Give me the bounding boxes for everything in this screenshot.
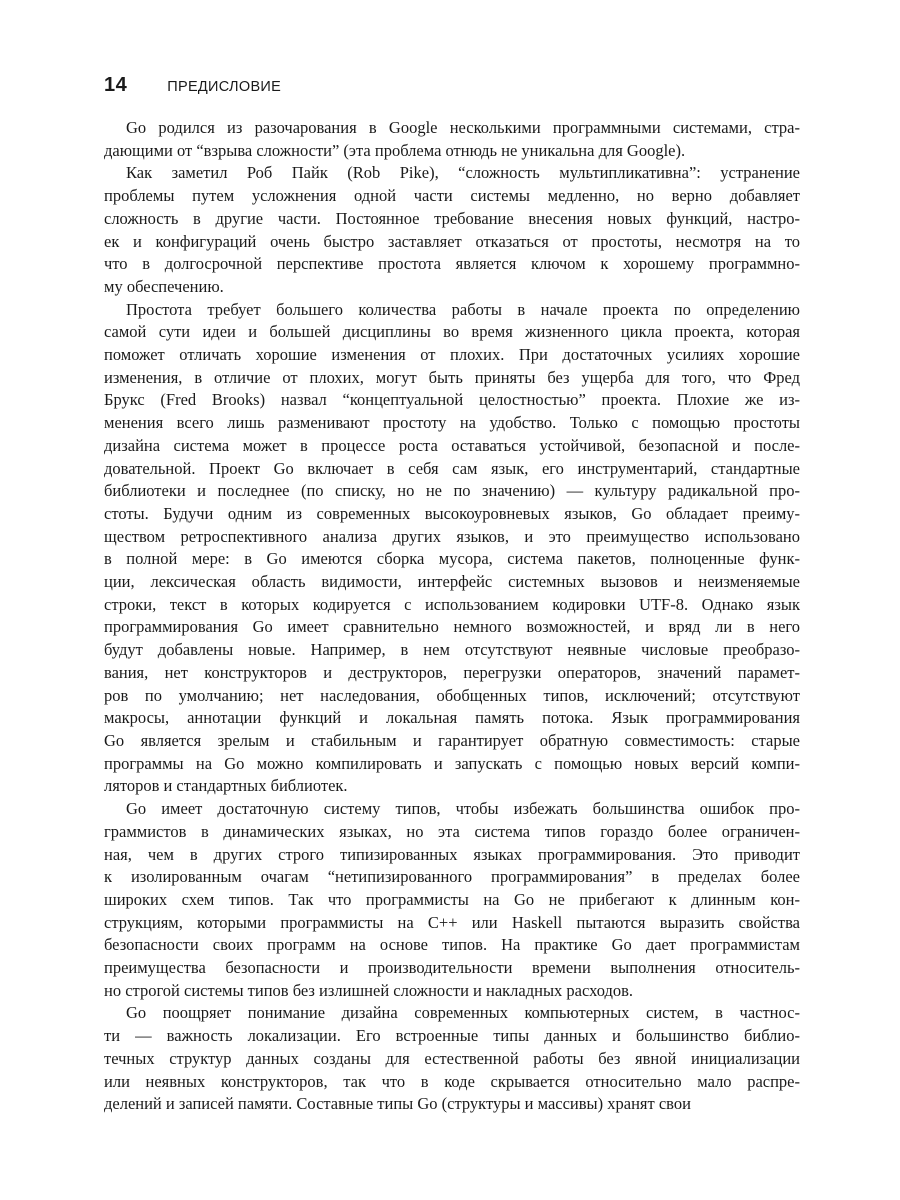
text-line: Go родился из разочарования в Google несколькими программными системами, стра- bbox=[126, 118, 800, 137]
text-line: Как заметил Роб Пайк (Rob Pike), “сложность мультипликативна”: устранение bbox=[126, 163, 800, 183]
text-line: граммистов в динамических языках, но эта система типов гораздо более ограничен- bbox=[104, 821, 800, 841]
paragraph bbox=[104, 798, 800, 1002]
paragraph bbox=[104, 1002, 800, 1116]
text-line: Брукс (Fred Brooks) назвал “концептуальной целостностью” проекта. Плохие же из- bbox=[104, 390, 800, 410]
text-line: изменения, в отличие от плохих, могут быть приняты без ущерба для того, что Фред bbox=[104, 367, 800, 387]
text-line: преимущества безопасности и производительности времени выполнения относитель- bbox=[104, 958, 800, 978]
text-line: строки, текст в которых кодируется с использованием кодировки UTF-8. Однако язык bbox=[104, 594, 800, 614]
text-line: программы на Go можно компилировать и запускать с помощью новых версий компи- bbox=[104, 753, 800, 773]
text-line: стоты. Будучи одним из современных высокоуровневых языков, Go обладает преиму- bbox=[104, 503, 800, 523]
running-title: ПРЕДИСЛОВИЕ bbox=[167, 79, 282, 95]
paragraph bbox=[104, 299, 800, 798]
text-line: но строгой системы типов без излишней сложности и накладных расходов. bbox=[104, 980, 634, 1000]
text-line: к изолированным очагам “нетипизированного программирования” в пределах более bbox=[104, 867, 800, 887]
text-line: программирования Go имеет сравнительно немного возможностей, и вряд ли в него bbox=[104, 617, 800, 637]
text-line: что в долгосрочной перспективе простота является ключом к хорошему программно- bbox=[104, 254, 800, 274]
text-line: Go является зрелым и стабильным и гарантирует обратную совместимость: старые bbox=[104, 730, 800, 750]
text-line: макросы, аннотации функций и локальная память потока. Язык программирования bbox=[104, 708, 800, 728]
text-line: проблемы путем усложнения одной части системы медленно, но верно добавляет bbox=[104, 186, 800, 206]
text-line: ек и конфигураций очень быстро заставляет отказаться от простоты, несмотря на то bbox=[104, 231, 800, 251]
text-line: вания, нет конструкторов и деструкторов, перегрузки операторов, значений парамет- bbox=[104, 662, 800, 682]
text-line: в полной мере: в Go имеются сборка мусора, система пакетов, полноценные функ- bbox=[104, 549, 800, 569]
text-line: делений и записей памяти. Составные типы Go (структуры и массивы) хранят свои bbox=[104, 1094, 691, 1114]
text-line: или неявных конструкторов, так что в коде скрывается относительно мало распре- bbox=[104, 1071, 800, 1091]
text-line: ществом ретроспективного анализа других языков, и это преимущество использовано bbox=[104, 526, 800, 546]
text-line: довательной. Проект Go включает в себя сам язык, его инструментарий, стандартные bbox=[104, 458, 800, 478]
text-line: сложность в другие части. Постоянное требование внесения новых функций, настро- bbox=[104, 208, 800, 228]
page-number: 14 bbox=[104, 74, 128, 96]
text-line: дающими от “взрыва сложности” (эта проблема отнюдь не уникальна для Google). bbox=[104, 140, 686, 160]
text-line: струкциям, которыми программисты на C++ или Haskell пытаются выразить свойства bbox=[104, 912, 800, 932]
text-line: поможет отличать хорошие изменения от плохих. При достаточных усилиях хорошие bbox=[104, 345, 800, 365]
text-line: дизайна система может в процессе роста оставаться устойчивой, безопасной и после- bbox=[104, 435, 800, 455]
text-line: ции, лексическая область видимости, интерфейс системных вызовов и неизменяемые bbox=[104, 572, 800, 592]
paragraph bbox=[104, 162, 800, 298]
text-line: ляторов и стандартных библиотек. bbox=[104, 776, 348, 796]
body-text bbox=[104, 117, 800, 1116]
text-line: Go поощряет понимание дизайна современных компьютерных систем, в частнос- bbox=[126, 1003, 800, 1023]
text-line: библиотеки и последнее (по списку, но не по значению) — культуру радикальной про- bbox=[104, 481, 800, 501]
text-line: безопасности своих программ на основе типов. На практике Go дает программистам bbox=[104, 935, 800, 955]
text-line: широких схем типов. Так что программисты на Go не прибегают к длинным кон- bbox=[104, 889, 800, 909]
text-line: Простота требует большего количества работы в начале проекта по определению bbox=[126, 299, 800, 319]
text-line: Go имеет достаточную систему типов, чтобы избежать большинства ошибок про- bbox=[126, 799, 800, 819]
text-line: будут добавлены новые. Например, в нем отсутствуют неявные числовые преобразо- bbox=[104, 640, 800, 660]
text-line: менения всего лишь разменивают простоту на удобство. Только с помощью простоты bbox=[104, 413, 800, 433]
text-line: самой сути идеи и большей дисциплины во время жизненного цикла проекта, которая bbox=[104, 322, 800, 342]
page-header bbox=[104, 74, 281, 97]
text-line: ти — важность локализации. Его встроенные типы данных и большинство библио- bbox=[104, 1026, 800, 1046]
text-line: ная, чем в других строго типизированных языках программирования. Это приводит bbox=[104, 844, 800, 864]
text-line: му обеспечению. bbox=[104, 276, 224, 296]
text-line: ров по умолчанию; нет наследования, обобщенных типов, исключений; отсутствуют bbox=[104, 685, 800, 705]
paragraph bbox=[104, 117, 800, 162]
text-line: течных структур данных созданы для естественной работы без явной инициализации bbox=[104, 1048, 800, 1068]
